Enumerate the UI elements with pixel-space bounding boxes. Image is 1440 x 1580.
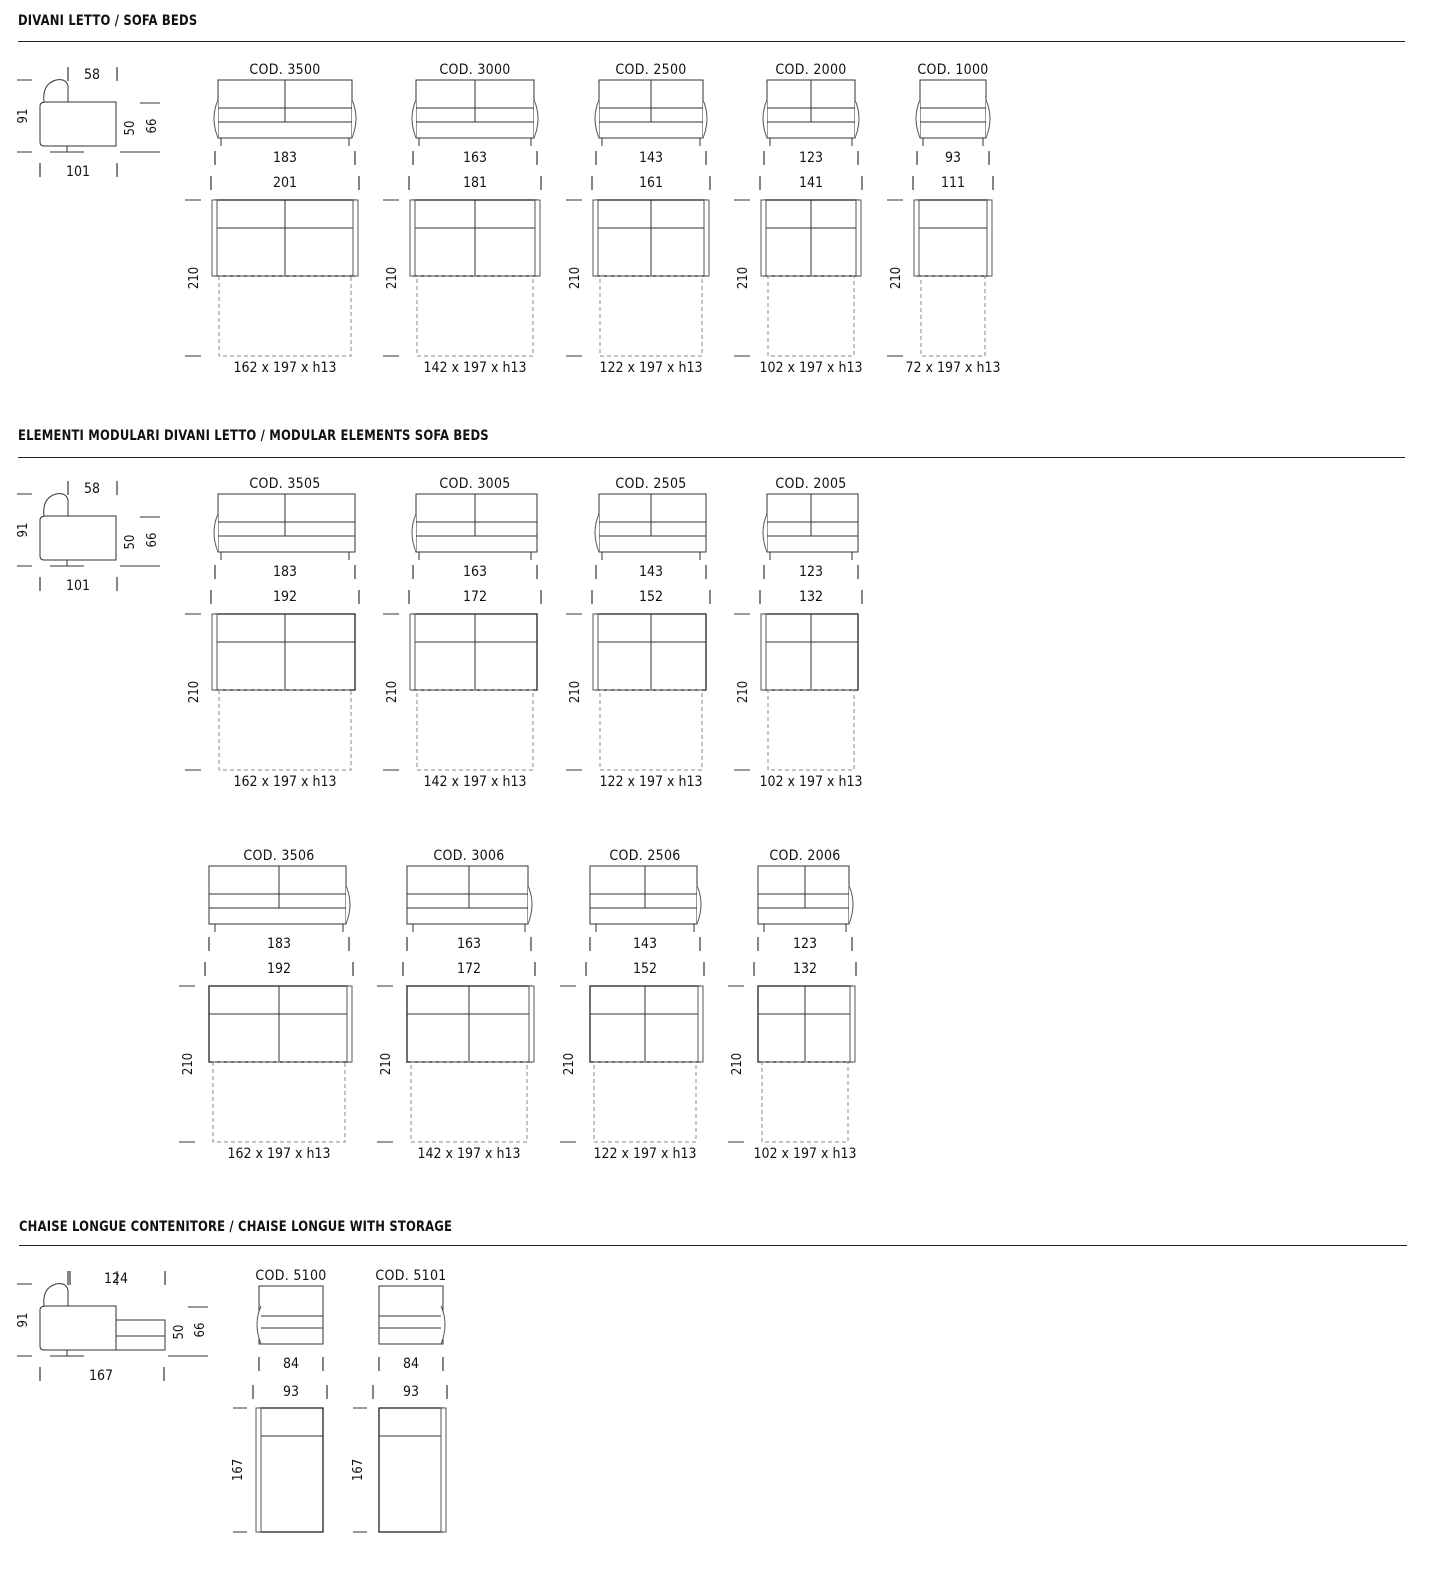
- mattress-dimension: 162 x 197 x h13: [227, 1146, 331, 1162]
- front-backrest: [379, 1286, 443, 1316]
- plan-arm-left: [212, 614, 217, 690]
- width-dimension: 183: [266, 936, 292, 952]
- profile-body: [40, 516, 116, 560]
- mattress-dimension: 102 x 197 x h13: [753, 1146, 857, 1162]
- open-width-dimension: 132: [798, 589, 824, 605]
- plan-arm-right: [856, 200, 861, 276]
- front-arm-right: [441, 1306, 445, 1344]
- mattress-dimension: 142 x 197 x h13: [423, 774, 527, 790]
- height-dimension: 91: [16, 1312, 31, 1328]
- length-dimension: 210: [736, 266, 751, 290]
- front-backrest: [259, 1286, 323, 1316]
- length-dimension: 210: [181, 1052, 196, 1076]
- plan-arm-left: [761, 200, 766, 276]
- front-arm-left: [763, 100, 767, 138]
- module-code: COD. 3000: [439, 62, 511, 78]
- height-dimension: 91: [16, 108, 31, 124]
- depth-dimension: 58: [83, 481, 101, 497]
- front-arm-right: [697, 886, 701, 924]
- front-base: [209, 908, 346, 924]
- front-seat-cushion: [767, 522, 858, 536]
- front-seat-cushion: [416, 522, 537, 536]
- module-code: COD. 3506: [243, 848, 315, 864]
- front-backrest: [767, 494, 858, 522]
- bed-extension-dashed: [762, 1062, 848, 1142]
- front-base: [416, 122, 534, 138]
- bed-extension-dashed: [213, 1062, 345, 1142]
- bed-extension-dashed: [768, 690, 854, 770]
- plan-arm-right: [850, 986, 855, 1062]
- mattress-dimension: 162 x 197 x h13: [233, 360, 337, 376]
- module-code: COD. 2505: [615, 476, 687, 492]
- front-seat-cushion: [590, 894, 697, 908]
- front-backrest: [758, 866, 849, 894]
- plan-arm-right: [704, 200, 709, 276]
- open-width-dimension: 172: [462, 589, 488, 605]
- length-dimension: 210: [736, 680, 751, 704]
- width-dimension: 143: [638, 564, 664, 580]
- front-base: [599, 536, 706, 552]
- mattress-dimension: 102 x 197 x h13: [759, 360, 863, 376]
- open-width-dimension: 93: [402, 1384, 420, 1400]
- front-arm-right: [703, 100, 707, 138]
- open-width-dimension: 181: [462, 175, 488, 191]
- plan-arm-left: [410, 200, 415, 276]
- open-width-dimension: 172: [456, 961, 482, 977]
- bed-extension-dashed: [594, 1062, 696, 1142]
- front-arm-left: [763, 514, 767, 552]
- mattress-dimension: 102 x 197 x h13: [759, 774, 863, 790]
- plan-arm-right: [987, 200, 992, 276]
- front-seat-cushion: [209, 894, 346, 908]
- arm-height-dimension: 66: [145, 118, 160, 134]
- seat-height-dimension: 50: [123, 534, 138, 550]
- mattress-dimension: 142 x 197 x h13: [417, 1146, 521, 1162]
- profile-backrest: [44, 1284, 68, 1306]
- module-code: COD. 1000: [917, 62, 989, 78]
- length-dimension: 210: [187, 266, 202, 290]
- open-width-dimension: 152: [632, 961, 658, 977]
- front-seat-cushion: [407, 894, 528, 908]
- profile-backrest: [44, 494, 68, 516]
- section-title-sofa-beds: DIVANI LETTO / SOFA BEDS: [18, 13, 198, 29]
- module-code: COD. 5101: [375, 1268, 447, 1284]
- front-arm-left: [916, 100, 920, 138]
- front-base: [218, 536, 355, 552]
- seat-height-dimension: 50: [172, 1324, 187, 1340]
- length-dimension: 210: [568, 266, 583, 290]
- depth-overall-dimension: 101: [65, 164, 91, 180]
- profile-chaise-extension: [116, 1320, 165, 1350]
- length-dimension: 210: [568, 680, 583, 704]
- open-width-dimension: 161: [638, 175, 664, 191]
- open-width-dimension: 192: [272, 589, 298, 605]
- length-dimension: 210: [379, 1052, 394, 1076]
- bed-extension-dashed: [921, 276, 985, 356]
- bed-extension-dashed: [600, 276, 702, 356]
- arm-height-dimension: 66: [145, 532, 160, 548]
- front-base: [767, 122, 855, 138]
- module-code: COD. 2006: [769, 848, 841, 864]
- plan-arm-right: [535, 200, 540, 276]
- module-code: COD. 3505: [249, 476, 321, 492]
- front-arm-right: [855, 100, 859, 138]
- plan-outline: [259, 1408, 323, 1532]
- front-base: [218, 122, 352, 138]
- front-base: [920, 122, 986, 138]
- length-dimension: 210: [385, 266, 400, 290]
- open-width-dimension: 111: [940, 175, 966, 191]
- front-base: [407, 908, 528, 924]
- profile-base: [50, 146, 84, 152]
- length-dimension: 210: [730, 1052, 745, 1076]
- width-dimension: 84: [282, 1356, 300, 1372]
- length-dimension: 210: [889, 266, 904, 290]
- plan-arm-left: [256, 1408, 261, 1532]
- section-title-chaise: CHAISE LONGUE CONTENITORE / CHAISE LONGUE WITH STORAGE: [19, 1219, 453, 1235]
- plan-arm-left: [212, 200, 217, 276]
- width-dimension: 123: [792, 936, 818, 952]
- front-backrest: [920, 80, 986, 108]
- front-seat-cushion: [920, 108, 986, 122]
- mattress-dimension: 162 x 197 x h13: [233, 774, 337, 790]
- front-backrest: [218, 494, 355, 522]
- module-code: COD. 3500: [249, 62, 321, 78]
- mattress-dimension: 122 x 197 x h13: [599, 774, 703, 790]
- module-code: COD. 2005: [775, 476, 847, 492]
- open-width-dimension: 192: [266, 961, 292, 977]
- plan-arm-left: [593, 614, 598, 690]
- seat-height-dimension: 50: [123, 120, 138, 136]
- front-seat-cushion: [379, 1316, 443, 1328]
- front-backrest: [407, 866, 528, 894]
- width-dimension: 163: [462, 150, 488, 166]
- front-base: [379, 1328, 443, 1344]
- front-base: [767, 536, 858, 552]
- plan-arm-right: [347, 986, 352, 1062]
- mattress-dimension: 122 x 197 x h13: [593, 1146, 697, 1162]
- module-code: COD. 3005: [439, 476, 511, 492]
- front-base: [599, 122, 703, 138]
- plan-arm-left: [914, 200, 919, 276]
- front-seat-cushion: [218, 522, 355, 536]
- depth-dimension: 58: [83, 67, 101, 83]
- open-width-dimension: 152: [638, 589, 664, 605]
- front-arm-left: [257, 1306, 261, 1344]
- profile-body: [40, 102, 116, 146]
- width-dimension: 163: [462, 564, 488, 580]
- section-title-modular: ELEMENTI MODULARI DIVANI LETTO / MODULAR ELEMENTS SOFA BEDS: [18, 428, 489, 444]
- module-code: COD. 2506: [609, 848, 681, 864]
- plan-arm-left: [761, 614, 766, 690]
- front-arm-right: [849, 886, 853, 924]
- front-seat-cushion: [259, 1316, 323, 1328]
- open-width-dimension: 201: [272, 175, 298, 191]
- width-dimension: 93: [944, 150, 962, 166]
- profile-body: [40, 1306, 116, 1350]
- plan-outline: [917, 200, 989, 276]
- bed-extension-dashed: [600, 690, 702, 770]
- front-arm-right: [346, 886, 350, 924]
- front-seat-cushion: [758, 894, 849, 908]
- front-arm-right: [986, 100, 990, 138]
- front-arm-right: [352, 100, 356, 138]
- profile-backrest: [44, 80, 68, 102]
- front-backrest: [209, 866, 346, 894]
- front-arm-left: [595, 514, 599, 552]
- open-width-dimension: 132: [792, 961, 818, 977]
- height-dimension: 91: [16, 522, 31, 538]
- bed-extension-dashed: [768, 276, 854, 356]
- front-backrest: [599, 494, 706, 522]
- module-code: COD. 2000: [775, 62, 847, 78]
- width-dimension: 143: [638, 150, 664, 166]
- mattress-dimension: 72 x 197 x h13: [905, 360, 1001, 376]
- width-dimension: 123: [798, 150, 824, 166]
- length-dimension: 167: [351, 1458, 366, 1482]
- width-dimension: 143: [632, 936, 658, 952]
- width-dimension: 123: [798, 564, 824, 580]
- length-dimension: 210: [562, 1052, 577, 1076]
- front-backrest: [416, 494, 537, 522]
- length-dimension: 210: [385, 680, 400, 704]
- front-arm-right: [528, 886, 532, 924]
- length-dimension: 167: [231, 1458, 246, 1482]
- front-arm-left: [412, 514, 416, 552]
- bed-extension-dashed: [417, 690, 533, 770]
- plan-outline: [379, 1408, 443, 1532]
- length-dimension: 210: [187, 680, 202, 704]
- front-base: [590, 908, 697, 924]
- profile-base: [50, 560, 84, 566]
- plan-arm-right: [353, 200, 358, 276]
- arm-height-dimension: 66: [193, 1322, 208, 1338]
- bed-extension-dashed: [411, 1062, 527, 1142]
- front-base: [416, 536, 537, 552]
- bed-extension-dashed: [417, 276, 533, 356]
- front-seat-cushion: [599, 522, 706, 536]
- front-arm-right: [534, 100, 538, 138]
- depth-overall-dimension: 167: [88, 1368, 114, 1384]
- profile-base: [50, 1350, 84, 1356]
- width-dimension: 183: [272, 150, 298, 166]
- mattress-dimension: 142 x 197 x h13: [423, 360, 527, 376]
- open-width-dimension: 141: [798, 175, 824, 191]
- plan-arm-left: [593, 200, 598, 276]
- width-dimension: 183: [272, 564, 298, 580]
- module-code: COD. 2500: [615, 62, 687, 78]
- width-dimension: 163: [456, 936, 482, 952]
- mattress-dimension: 122 x 197 x h13: [599, 360, 703, 376]
- module-code: COD. 3006: [433, 848, 505, 864]
- open-width-dimension: 93: [282, 1384, 300, 1400]
- front-arm-left: [412, 100, 416, 138]
- front-base: [758, 908, 849, 924]
- plan-arm-right: [698, 986, 703, 1062]
- plan-arm-left: [410, 614, 415, 690]
- front-base: [259, 1328, 323, 1344]
- width-dimension: 84: [402, 1356, 420, 1372]
- module-code: COD. 5100: [255, 1268, 327, 1284]
- depth-dimension: 124: [103, 1271, 129, 1287]
- front-backrest: [590, 866, 697, 894]
- plan-arm-right: [529, 986, 534, 1062]
- depth-overall-dimension: 101: [65, 578, 91, 594]
- bed-extension-dashed: [219, 690, 351, 770]
- front-arm-left: [214, 514, 218, 552]
- front-arm-left: [214, 100, 218, 138]
- plan-arm-right: [441, 1408, 446, 1532]
- bed-extension-dashed: [219, 276, 351, 356]
- front-arm-left: [595, 100, 599, 138]
